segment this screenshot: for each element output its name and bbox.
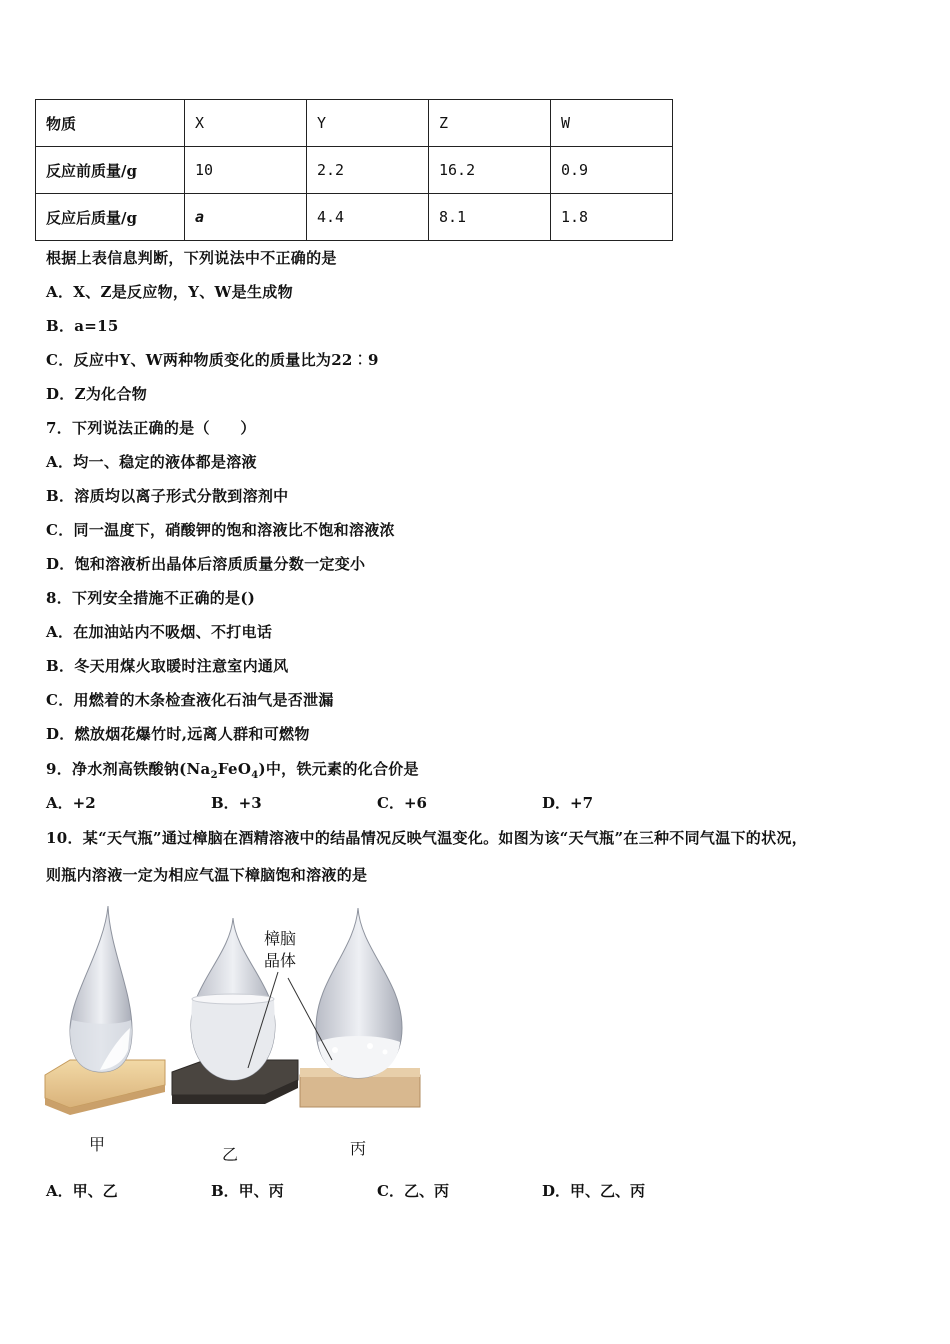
option: D．燃放烟花爆竹时,远离人群和可燃物 xyxy=(46,725,310,743)
option: D．饱和溶液析出晶体后溶质质量分数一定变小 xyxy=(46,555,366,573)
subscript: 4 xyxy=(251,770,259,781)
figure-label: 甲 xyxy=(89,1135,106,1154)
table-cell: 8.1 xyxy=(429,194,551,241)
question-stem xyxy=(46,758,419,781)
callout-label xyxy=(264,928,296,972)
weather-bottle-figure xyxy=(40,900,430,1170)
option: A．X、Z是反应物，Y、W是生成物 xyxy=(46,283,293,301)
option: C．同一温度下，硝酸钾的饱和溶液比不饱和溶液浓 xyxy=(46,521,395,539)
question-stem: 10．某“天气瓶”通过樟脑在酒精溶液中的结晶情况反映气温变化。如图为该“天气瓶”在三种不同气温下的状况， xyxy=(46,829,807,847)
option: A．+2 xyxy=(46,794,96,812)
option: B．溶质均以离子形式分散到溶剂中 xyxy=(46,487,289,505)
table-cell: X xyxy=(185,100,307,147)
table-cell: W xyxy=(551,100,673,147)
table-cell: 16.2 xyxy=(429,147,551,194)
option: B．冬天用煤火取暖时注意室内通风 xyxy=(46,657,289,675)
option: C．+6 xyxy=(377,794,427,812)
option: D．+7 xyxy=(542,794,594,812)
option: A．甲、乙 xyxy=(46,1182,118,1200)
table-cell: 反应前质量/g xyxy=(36,147,185,194)
table-cell: Y xyxy=(307,100,429,147)
question-stem: 8．下列安全措施不正确的是() xyxy=(46,589,256,607)
option: C．反应中Y、W两种物质变化的质量比为22︰9 xyxy=(46,351,379,369)
mass-table xyxy=(35,99,673,241)
table-cell: Z xyxy=(429,100,551,147)
figure-label: 乙 xyxy=(222,1145,239,1164)
stem-text: 9．净水剂高铁酸钠(Na xyxy=(46,760,211,778)
weather-bottle-illustration xyxy=(40,900,430,1170)
subscript: 2 xyxy=(210,770,218,781)
figure-label: 丙 xyxy=(350,1139,367,1158)
option: B．a=15 xyxy=(46,317,119,335)
option: C．乙、丙 xyxy=(377,1182,449,1200)
table-row xyxy=(36,147,673,194)
table-cell: 2.2 xyxy=(307,147,429,194)
option: D．Z为化合物 xyxy=(46,385,148,403)
table-cell: 物质 xyxy=(36,100,185,147)
option: D．甲、乙、丙 xyxy=(542,1182,646,1200)
table-header-row xyxy=(36,100,673,147)
option: A．在加油站内不吸烟、不打电话 xyxy=(46,623,273,641)
table-cell: 4.4 xyxy=(307,194,429,241)
callout-text: 樟脑 xyxy=(264,929,297,948)
table-cell: 0.9 xyxy=(551,147,673,194)
table-cell: 10 xyxy=(185,147,307,194)
question-stem: 则瓶内溶液一定为相应气温下樟脑饱和溶液的是 xyxy=(46,866,368,884)
option-row xyxy=(46,1180,746,1200)
table-row xyxy=(36,194,673,241)
option: C．用燃着的木条检查液化石油气是否泄漏 xyxy=(46,691,334,709)
callout-text: 晶体 xyxy=(264,951,297,970)
question-stem: 7．下列说法正确的是（ ） xyxy=(46,419,256,437)
table-cell: 反应后质量/g xyxy=(36,194,185,241)
stem-text: )中，铁元素的化合价是 xyxy=(258,760,419,778)
stem-text: FeO xyxy=(217,760,252,778)
table-cell: a xyxy=(185,194,307,241)
option: B．甲、丙 xyxy=(211,1182,284,1200)
bottle-jia xyxy=(45,906,165,1115)
option-row xyxy=(46,792,746,812)
option: B．+3 xyxy=(211,794,262,812)
bottle-bing xyxy=(300,908,420,1107)
table-cell: 1.8 xyxy=(551,194,673,241)
option: A．均一、稳定的液体都是溶液 xyxy=(46,453,257,471)
question-stem: 根据上表信息判断，下列说法中不正确的是 xyxy=(46,249,337,267)
